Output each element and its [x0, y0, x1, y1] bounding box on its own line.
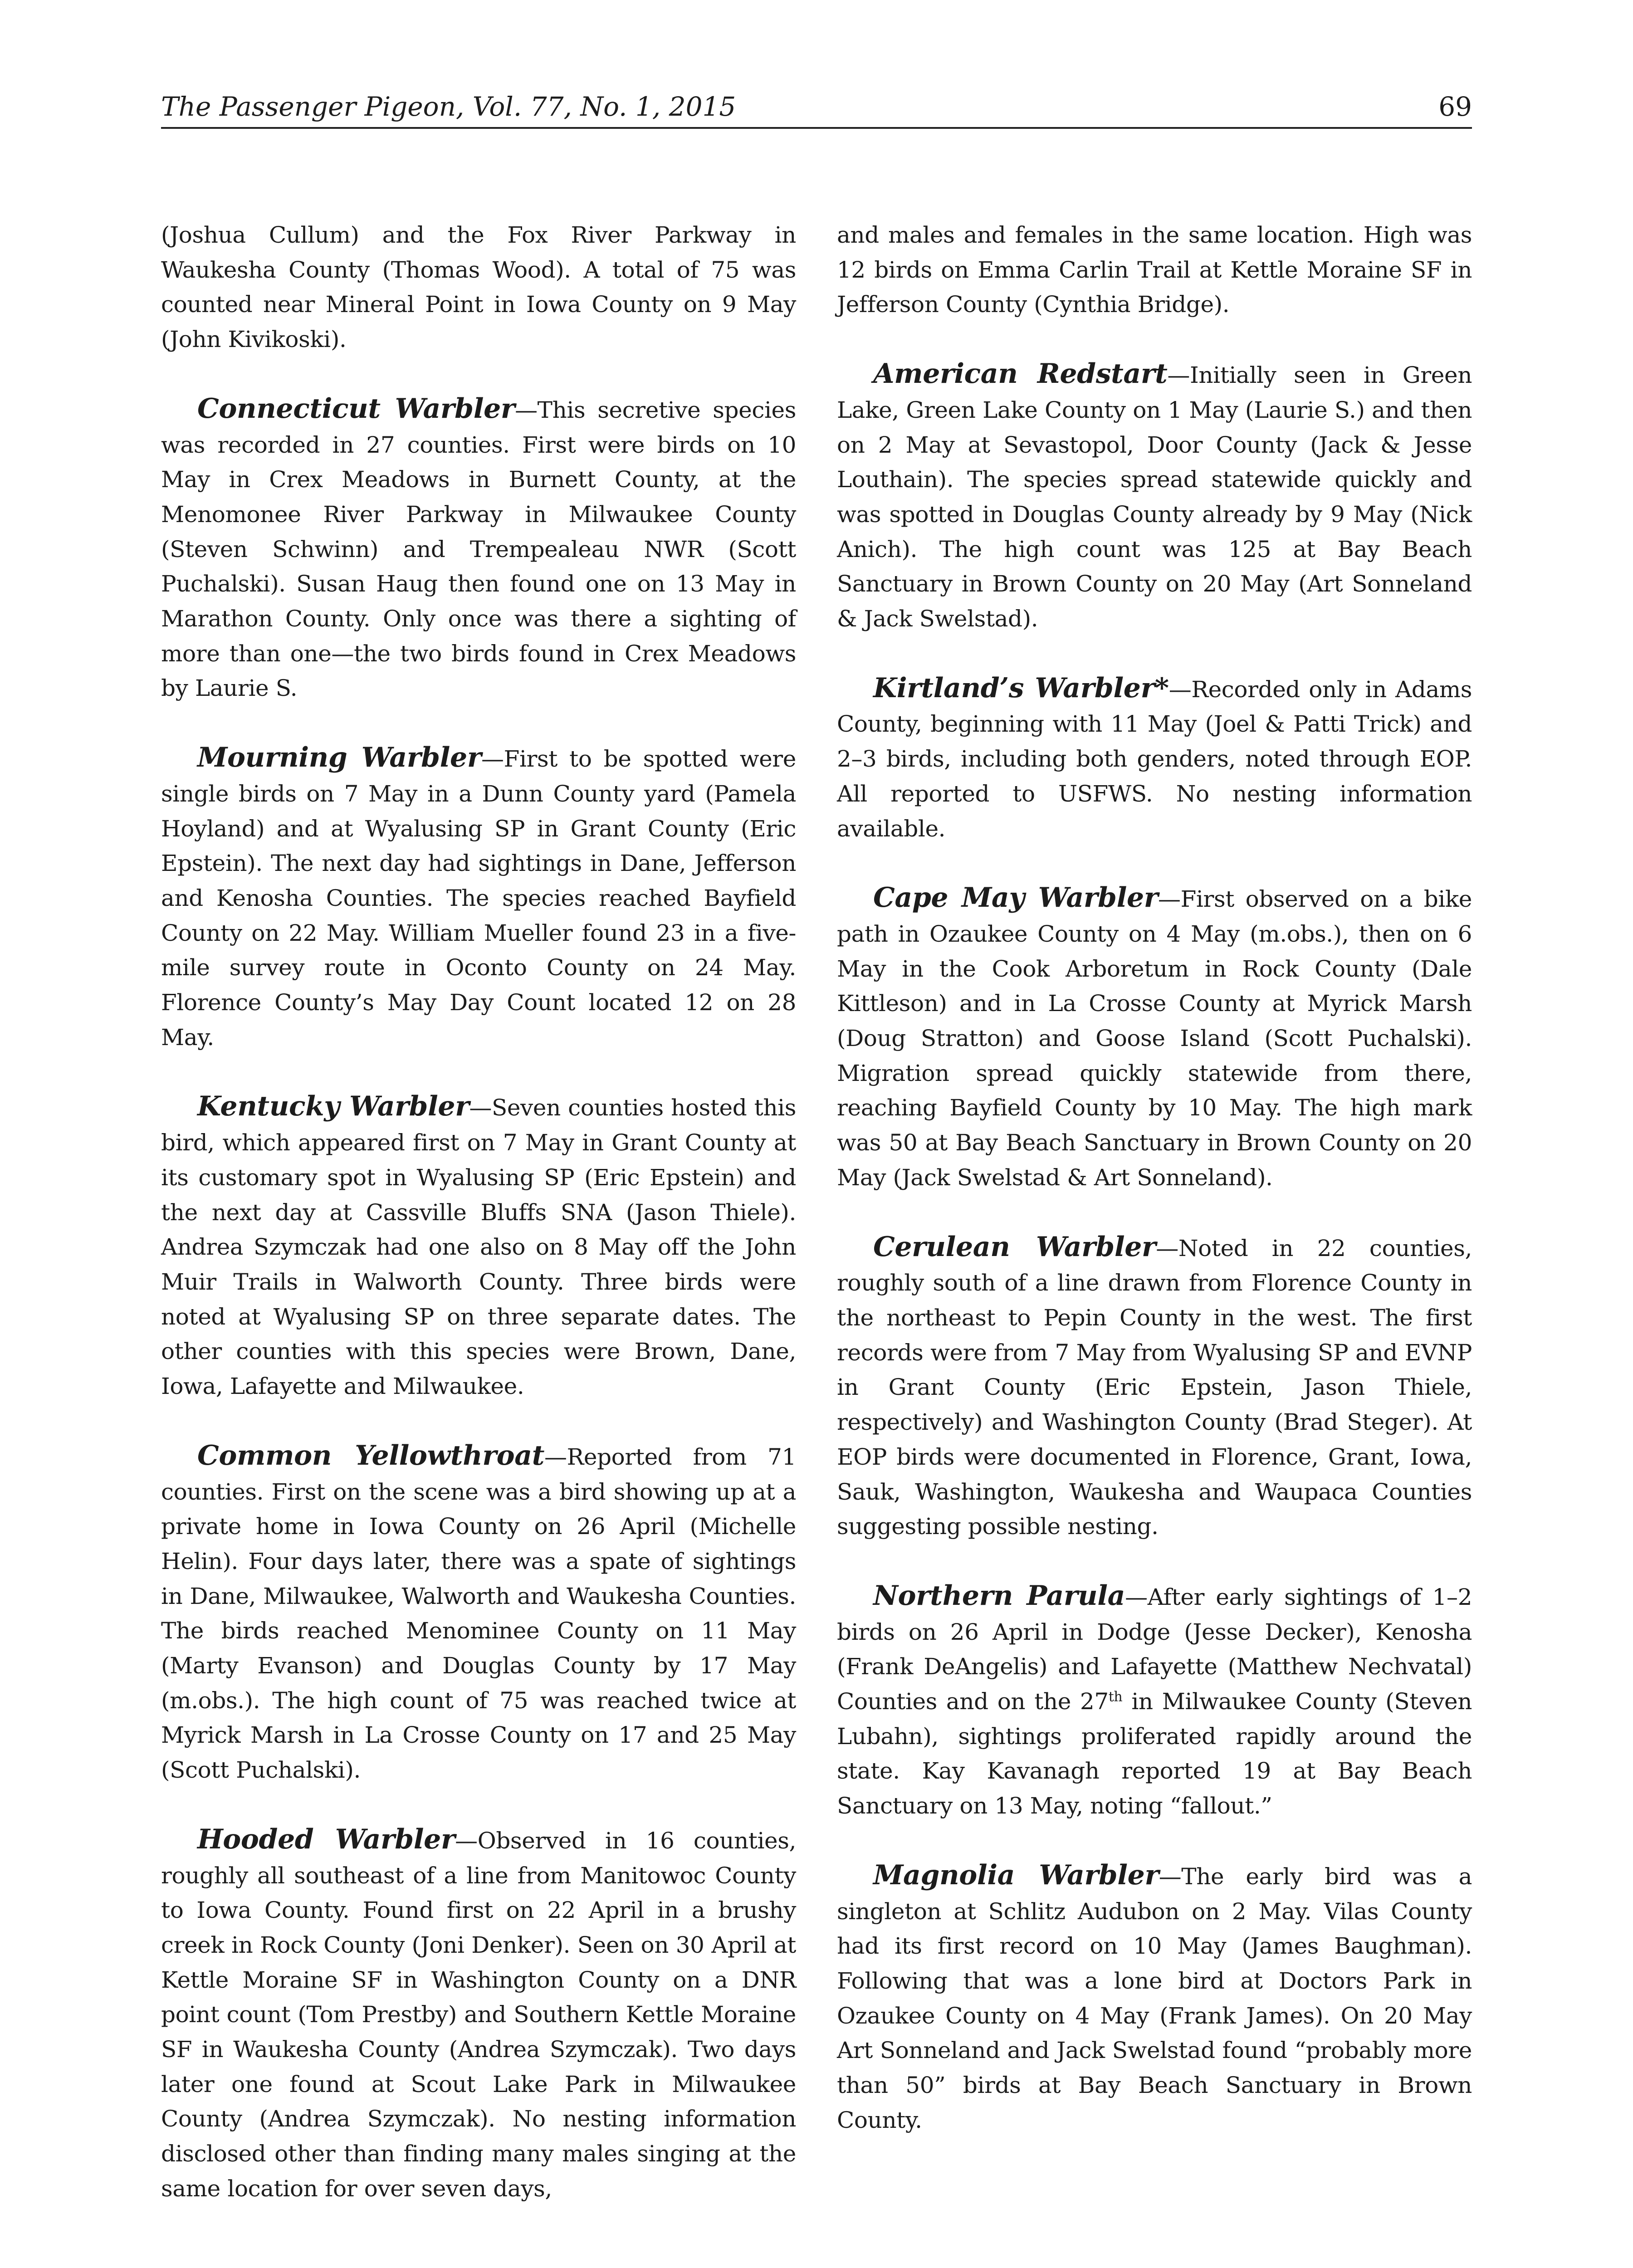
species-account: —Initially seen in Green Lake, Green Lake County on 1 May (Laurie S.) and then on 2 May at Sevastopol, Door County (Jack & Jesse Louthain). The species spread statewide quickly and was spotted in Douglas County already by 9 May (Nick Anich). The high count was 125 at Bay Beach Sanctuary in Brown County on 20 May (Art Sonneland & Jack Swelstad).: [837, 362, 1472, 632]
species-account: —The early bird was a singleton at Schlitz Audubon on 2 May. Vilas County had its first record on 10 May (James Baughman). Following that was a lone bird at Doctors Park in Ozaukee County on 4 May (Frank James). On 20 May Art Sonneland and Jack Swelstad found “probably more than 50” birds at Bay Beach Sanctuary in Brown County.: [837, 1863, 1472, 2133]
species-name: American Redstart: [873, 358, 1168, 390]
species-account: —First observed on a bike path in Ozaukee County on 4 May (m.obs.), then on 6 May in the Cook Arboretum in Rock County (Dale Kittleson) and in La Crosse County at Myrick Marsh (Doug Stratton) and Goose Island (Scott Puchalski). Migration spread quickly statewide from there, reaching Bayfield County by 10 May. The high mark was 50 at Bay Beach Sanctuary in Brown County on 20 May (Jack Swelstad & Art Sonneland).: [837, 886, 1472, 1191]
species-account: —Noted in 22 counties, roughly south of a line drawn from Florence County in the northeast to Pepin County in the west. The first records were from 7 May from Wyalusing SP and EVNP in Grant County (Eric Epstein, Jason Thiele, respectively) and Washington County (Brad Steger). At EOP birds were documented in Florence, Grant, Iowa, Sauk, Washington, Waukesha and Waupaca Counties suggesting possible nesting.: [837, 1235, 1472, 1540]
species-entry-hooded-warbler: [161, 1822, 796, 2206]
species-name: Northern Parula: [873, 1579, 1125, 1612]
species-account-continued: in Milwaukee County (Steven Lubahn), sightings proliferated rapidly around the state. Kay Kavanagh reported 19 at Bay Beach Sanctuary on 13 May, noting “fallout.”: [837, 1688, 1472, 1819]
species-account: —This secretive species was recorded in 27 counties. First were birds on 10 May in Crex Meadows in Burnett County, at the Menomonee River Parkway in Milwaukee County (Steven Schwinn) and Trempealeau NWR (Scott Puchalski). Susan Haug then found one on 13 May in Marathon County. Only once was there a sighting of more than one—the two birds found in Crex Meadows by Laurie S.: [161, 396, 796, 702]
species-account: —After early sightings of 1–2 birds on 26 April in Dodge (Jesse Decker), Kenosha (Frank DeAngelis) and Lafayette (Matthew Nechvatal) Counties and on the 27: [837, 1584, 1472, 1715]
species-entry-american-redstart: [837, 357, 1472, 636]
species-entry-mourning-warbler: [161, 740, 796, 1055]
species-name: Common Yellowthroat: [197, 1439, 545, 1471]
species-entry-common-yellowthroat: [161, 1438, 796, 1788]
species-account: —Reported from 71 counties. First on the scene was a bird showing up at a private home in Iowa County on 26 April (Michelle Helin). Four days later, there was a spate of sightings in Dane, Milwaukee, Walworth and Waukesha Counties. The birds reached Menominee County on 11 May (Marty Evanson) and Douglas County by 17 May (m.obs.). The high count of 75 was reached twice at Myrick Marsh in La Crosse County on 17 and 25 May (Scott Puchalski).: [161, 1443, 796, 1784]
species-account: —Observed in 16 counties, roughly all southeast of a line from Manitowoc County to Iowa County. Found first on 22 April in a brushy creek in Rock County (Joni Denker). Seen on 30 April at Kettle Moraine SF in Washington County on a DNR point count (Tom Prestby) and Southern Kettle Moraine SF in Waukesha County (Andrea Szymczak). Two days later one found at Scout Lake Park in Milwaukee County (Andrea Szymczak). No nesting information disclosed other than finding many males singing at the same location for over seven days,: [161, 1827, 796, 2202]
continued-paragraph: (Joshua Cullum) and the Fox River Parkway in Waukesha County (Thomas Wood). A total of 75 was counted near Mineral Point in Iowa County on 9 May (John Kivikoski).: [161, 222, 796, 353]
species-entry-cerulean-warbler: [837, 1230, 1472, 1544]
species-entry-cape-may-warbler: [837, 880, 1472, 1195]
species-entry-kentucky-warbler: [161, 1089, 796, 1403]
species-name: Kentucky Warbler: [197, 1090, 469, 1123]
ordinal-suffix: th: [1108, 1689, 1123, 1705]
species-account: —Seven counties hosted this bird, which appeared first on 7 May in Grant County at its customary spot in Wyalusing SP (Eric Epstein) and the next day at Cassville Bluffs SNA (Jason Thiele). Andrea Szymczak had one also on 8 May off the John Muir Trails in Walworth County. Three birds were noted at Wyalusing SP on three separate dates. The other counties with this species were Brown, Dane, Iowa, Lafayette and Milwaukee.: [161, 1095, 796, 1400]
species-entry-connecticut-warbler: [161, 391, 796, 706]
species-account: —Recorded only in Adams County, beginning with 11 May (Joel & Patti Trick) and 2–3 birds, including both genders, noted through EOP. All reported to USFWS. No nesting information available.: [837, 676, 1472, 842]
journal-title: The Passenger Pigeon, Vol. 77, No. 1, 2015: [161, 91, 736, 122]
species-name: Cerulean Warbler: [873, 1231, 1156, 1263]
species-entry-northern-parula: [837, 1579, 1472, 1823]
continued-paragraph: and males and females in the same location. High was 12 birds on Emma Carlin Trail at Kettle Moraine SF in Jefferson County (Cynthia Bridge).: [837, 222, 1472, 318]
species-name: Magnolia Warbler: [873, 1859, 1159, 1891]
species-name: Connecticut Warbler: [197, 392, 515, 425]
species-entry-magnolia-warbler: [837, 1858, 1472, 2138]
page-number: 69: [1438, 91, 1472, 122]
left-column: [161, 218, 796, 2241]
species-name: Kirtland’s Warbler*: [873, 672, 1169, 704]
species-name: Hooded Warbler: [197, 1823, 455, 1855]
species-name: Cape May Warbler: [873, 882, 1158, 914]
species-entry-kirtlands-warbler: [837, 671, 1472, 846]
right-column: [837, 218, 1472, 2172]
species-name: Mourning Warbler: [197, 742, 482, 774]
species-account: —First to be spotted were single birds on 7 May in a Dunn County yard (Pamela Hoyland) and at Wyalusing SP in Grant County (Eric Epstein). The next day had sightings in Dane, Jefferson and Kenosha Counties. The species reached Bayfield County on 22 May. William Mueller found 23 in a five-mile survey route in Oconto County on 24 May. Florence County’s May Day Count located 12 on 28 May.: [161, 746, 796, 1051]
running-header: [161, 86, 1472, 129]
